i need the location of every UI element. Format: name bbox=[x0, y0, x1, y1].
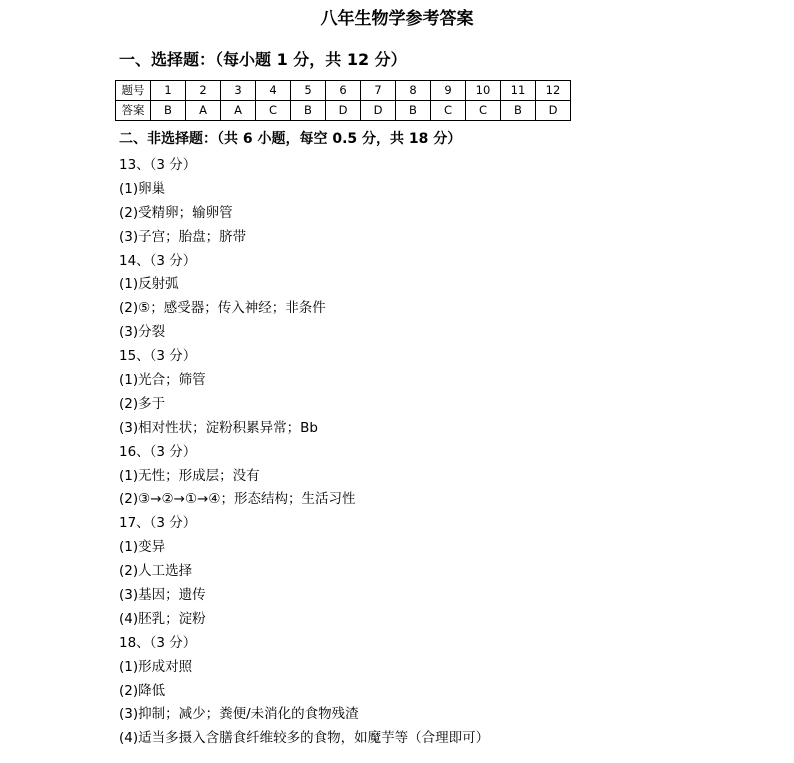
question-heading: 17、（3 分） bbox=[119, 515, 197, 532]
answer-cell: D bbox=[361, 101, 396, 121]
question-number-cell: 2 bbox=[186, 81, 221, 101]
answer-line: (3)抑制；减少；粪便/未消化的食物残渣 bbox=[119, 706, 359, 723]
answer-row bbox=[116, 101, 571, 121]
answer-line: (3)相对性状；淀粉积累异常；Bb bbox=[119, 419, 318, 436]
answer-line: (1)变异 bbox=[119, 539, 166, 556]
answer-line: (2)③→②→①→④；形态结构；生活习性 bbox=[119, 491, 356, 508]
question-number-cell: 11 bbox=[501, 81, 536, 101]
page-title: 八年生物学参考答案 bbox=[320, 9, 474, 29]
answer-cell: C bbox=[466, 101, 501, 121]
answer-line: (2)人工选择 bbox=[119, 563, 193, 580]
question-heading: 15、（3 分） bbox=[119, 348, 197, 365]
answer-cell: A bbox=[221, 101, 256, 121]
answer-line: (2)多于 bbox=[119, 395, 166, 412]
question-number-row bbox=[116, 81, 571, 101]
answer-line: (1)无性；形成层；没有 bbox=[119, 467, 260, 484]
question-number-cell: 5 bbox=[291, 81, 326, 101]
answer-cell: C bbox=[431, 101, 466, 121]
question-heading: 14、（3 分） bbox=[119, 252, 197, 269]
answer-line: (2)⑤；感受器；传入神经；非条件 bbox=[119, 300, 326, 317]
answer-line: (1)反射弧 bbox=[119, 276, 179, 293]
answer-line: (3)子宫；胎盘；脐带 bbox=[119, 228, 247, 245]
section2-heading: 二、非选择题：（共 6 小题，每空 0.5 分，共 18 分） bbox=[119, 131, 462, 147]
row-label-answer: 答案 bbox=[116, 101, 151, 121]
answer-line: (4)胚乳；淀粉 bbox=[119, 610, 206, 627]
question-number-cell: 3 bbox=[221, 81, 256, 101]
question-heading: 13、（3 分） bbox=[119, 157, 197, 173]
question-number-cell: 1 bbox=[151, 81, 186, 101]
question-number-cell: 7 bbox=[361, 81, 396, 101]
question-heading: 18、（3 分） bbox=[119, 634, 197, 651]
answer-cell: B bbox=[501, 101, 536, 121]
answer-cell: A bbox=[186, 101, 221, 121]
answer-line: (4)适当多摄入含膳食纤维较多的食物，如魔芋等（合理即可） bbox=[119, 730, 490, 747]
answer-line: (2)降低 bbox=[119, 682, 166, 699]
answer-line: (1)卵巢 bbox=[119, 180, 166, 197]
question-number-cell: 9 bbox=[431, 81, 466, 101]
question-number-cell: 6 bbox=[326, 81, 361, 101]
answer-list bbox=[119, 154, 489, 751]
answer-cell: B bbox=[396, 101, 431, 121]
answer-cell: D bbox=[536, 101, 571, 121]
question-number-cell: 4 bbox=[256, 81, 291, 101]
answer-line: (1)形成对照 bbox=[119, 658, 193, 675]
answer-line: (1)光合；筛管 bbox=[119, 372, 206, 389]
answer-cell: C bbox=[256, 101, 291, 121]
answer-line: (3)基因；遗传 bbox=[119, 587, 206, 604]
answer-line: (2)受精卵；输卵管 bbox=[119, 204, 233, 221]
answer-cell: D bbox=[326, 101, 361, 121]
answer-cell: B bbox=[291, 101, 326, 121]
answer-line: (3)分裂 bbox=[119, 324, 166, 341]
question-number-cell: 8 bbox=[396, 81, 431, 101]
answer-cell: B bbox=[151, 101, 186, 121]
question-number-cell: 12 bbox=[536, 81, 571, 101]
question-heading: 16、（3 分） bbox=[119, 443, 197, 460]
section1-heading: 一、选择题：（每小题 1 分，共 12 分） bbox=[119, 50, 407, 69]
question-number-cell: 10 bbox=[466, 81, 501, 101]
answer-table bbox=[115, 80, 571, 121]
row-label-question-number: 题号 bbox=[116, 81, 151, 101]
